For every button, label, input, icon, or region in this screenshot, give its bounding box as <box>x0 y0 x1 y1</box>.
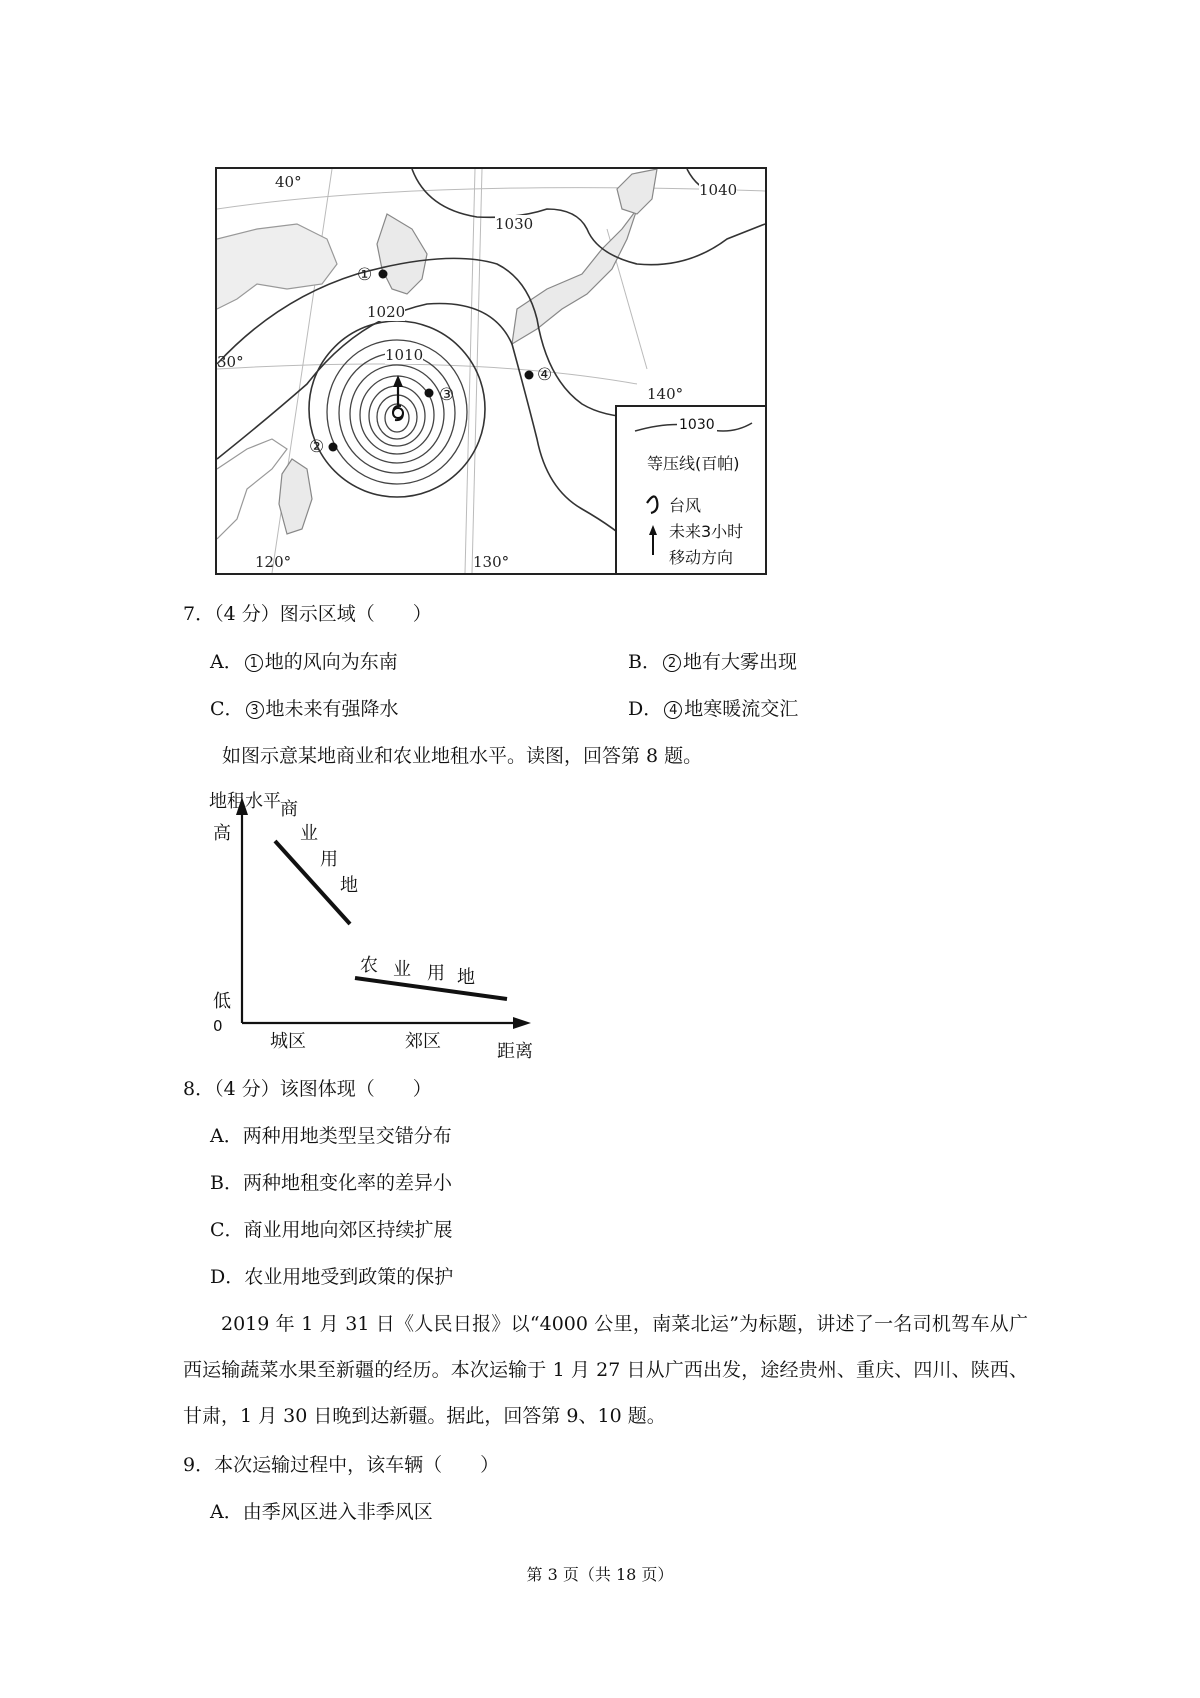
commercial-label-2: 业 <box>300 823 318 844</box>
page-footer: 第 3 页（共 18 页） <box>526 1565 674 1584</box>
lat-label-30: 30° <box>217 353 244 371</box>
q7-a-num: 1 <box>245 654 263 672</box>
q7-c-prefix: C． <box>210 698 244 720</box>
q7-option-c[interactable] <box>210 697 399 721</box>
arrow-up-icon <box>649 525 657 535</box>
x-axis-arrow <box>513 1017 531 1029</box>
agricultural-label-4: 地 <box>457 967 475 988</box>
q7-b-prefix: B． <box>628 651 661 673</box>
lon-label-130: 130° <box>473 553 510 571</box>
point-label-1: ① <box>357 265 373 285</box>
q7-stem: 7．（4 分）图示区域（ ） <box>183 603 432 625</box>
x-axis-title: 距离 <box>497 1041 533 1062</box>
q7-b-text: 地有大雾出现 <box>682 651 797 673</box>
q7-a-text: 地的风向为东南 <box>264 651 398 673</box>
q8-intro: 如图示意某地商业和农业地租水平。读图，回答第 8 题。 <box>222 745 703 767</box>
q7-d-prefix: D． <box>628 698 663 720</box>
rent-chart <box>195 791 555 1062</box>
commercial-label-4: 地 <box>340 875 358 896</box>
commercial-label-1: 商 <box>280 799 298 820</box>
point-label-2: ② <box>309 437 325 457</box>
x-suburb-label: 郊区 <box>405 1031 441 1052</box>
point-label-3: ③ <box>439 385 455 405</box>
q7-a-prefix: A． <box>210 651 243 673</box>
agricultural-label-1: 农 <box>360 955 378 976</box>
q7-d-text: 地寒暖流交汇 <box>684 698 799 720</box>
y-low-label: 低 <box>213 991 231 1012</box>
q9-stem: 9．本次运输过程中，该车辆（ ） <box>183 1454 500 1476</box>
x-city-label: 城区 <box>270 1031 306 1052</box>
commercial-rent-line <box>275 841 350 924</box>
lat-label-40: 40° <box>275 173 302 191</box>
lon-label-120: 120° <box>255 553 292 571</box>
q7-option-b[interactable] <box>628 650 797 674</box>
agricultural-label-2: 业 <box>393 959 411 980</box>
isobar-label-1040: 1040 <box>699 181 738 199</box>
agricultural-label-3: 用 <box>427 963 445 984</box>
q8-option-b[interactable]: B．两种地租变化率的差异小 <box>210 1172 452 1194</box>
q7-b-num: 2 <box>663 654 681 672</box>
q8-option-a[interactable]: A．两种用地类型呈交错分布 <box>210 1125 452 1147</box>
q9-intro: 2019 年 1 月 31 日《人民日报》以“4000 公里，南菜北运”为标题，讲述了一名司机驾车从广西运输蔬菜水果至新疆的经历。本次运输于 1 月 27 日从广西出发，途经贵州、重庆、四川、陕西、甘肃，1 月 30 日晚到达新疆。据此，回答第 9、10 题。 <box>183 1313 1028 1427</box>
q7-d-num: 4 <box>664 701 682 719</box>
weather-map <box>215 167 767 575</box>
q8-stem: 8．（4 分）该图体现（ ） <box>183 1078 432 1100</box>
legend-move-label-2: 移动方向 <box>669 548 734 567</box>
y-high-label: 高 <box>213 823 231 844</box>
q7-option-a[interactable] <box>210 650 398 674</box>
typhoon-icon <box>647 496 657 513</box>
q8-option-d[interactable]: D．农业用地受到政策的保护 <box>210 1266 454 1288</box>
map-legend <box>615 405 765 573</box>
legend-isobar-value: 1030 <box>679 417 715 433</box>
isobar-label-1020: 1020 <box>367 303 406 321</box>
q7-c-text: 地未来有强降水 <box>265 698 399 720</box>
origin-label: 0 <box>213 1017 223 1035</box>
legend-isobar-label: 等压线(百帕) <box>647 454 740 473</box>
commercial-label-3: 用 <box>320 849 338 870</box>
lon-label-140: 140° <box>647 385 684 403</box>
q8-option-c[interactable]: C．商业用地向郊区持续扩展 <box>210 1219 453 1241</box>
y-axis-title: 地租水平 <box>209 791 281 812</box>
legend-move-label-1: 未来3小时 <box>669 522 744 541</box>
rent-chart-drawing <box>195 795 555 1055</box>
q7-c-num: 3 <box>246 701 264 719</box>
q9-option-a[interactable]: A．由季风区进入非季风区 <box>210 1501 433 1523</box>
isobar-label-1010: 1010 <box>385 346 424 364</box>
q7-option-d[interactable] <box>628 697 798 721</box>
legend-typhoon-label: 台风 <box>669 496 702 515</box>
point-label-4: ④ <box>537 365 553 385</box>
isobar-label-1030: 1030 <box>495 215 534 233</box>
